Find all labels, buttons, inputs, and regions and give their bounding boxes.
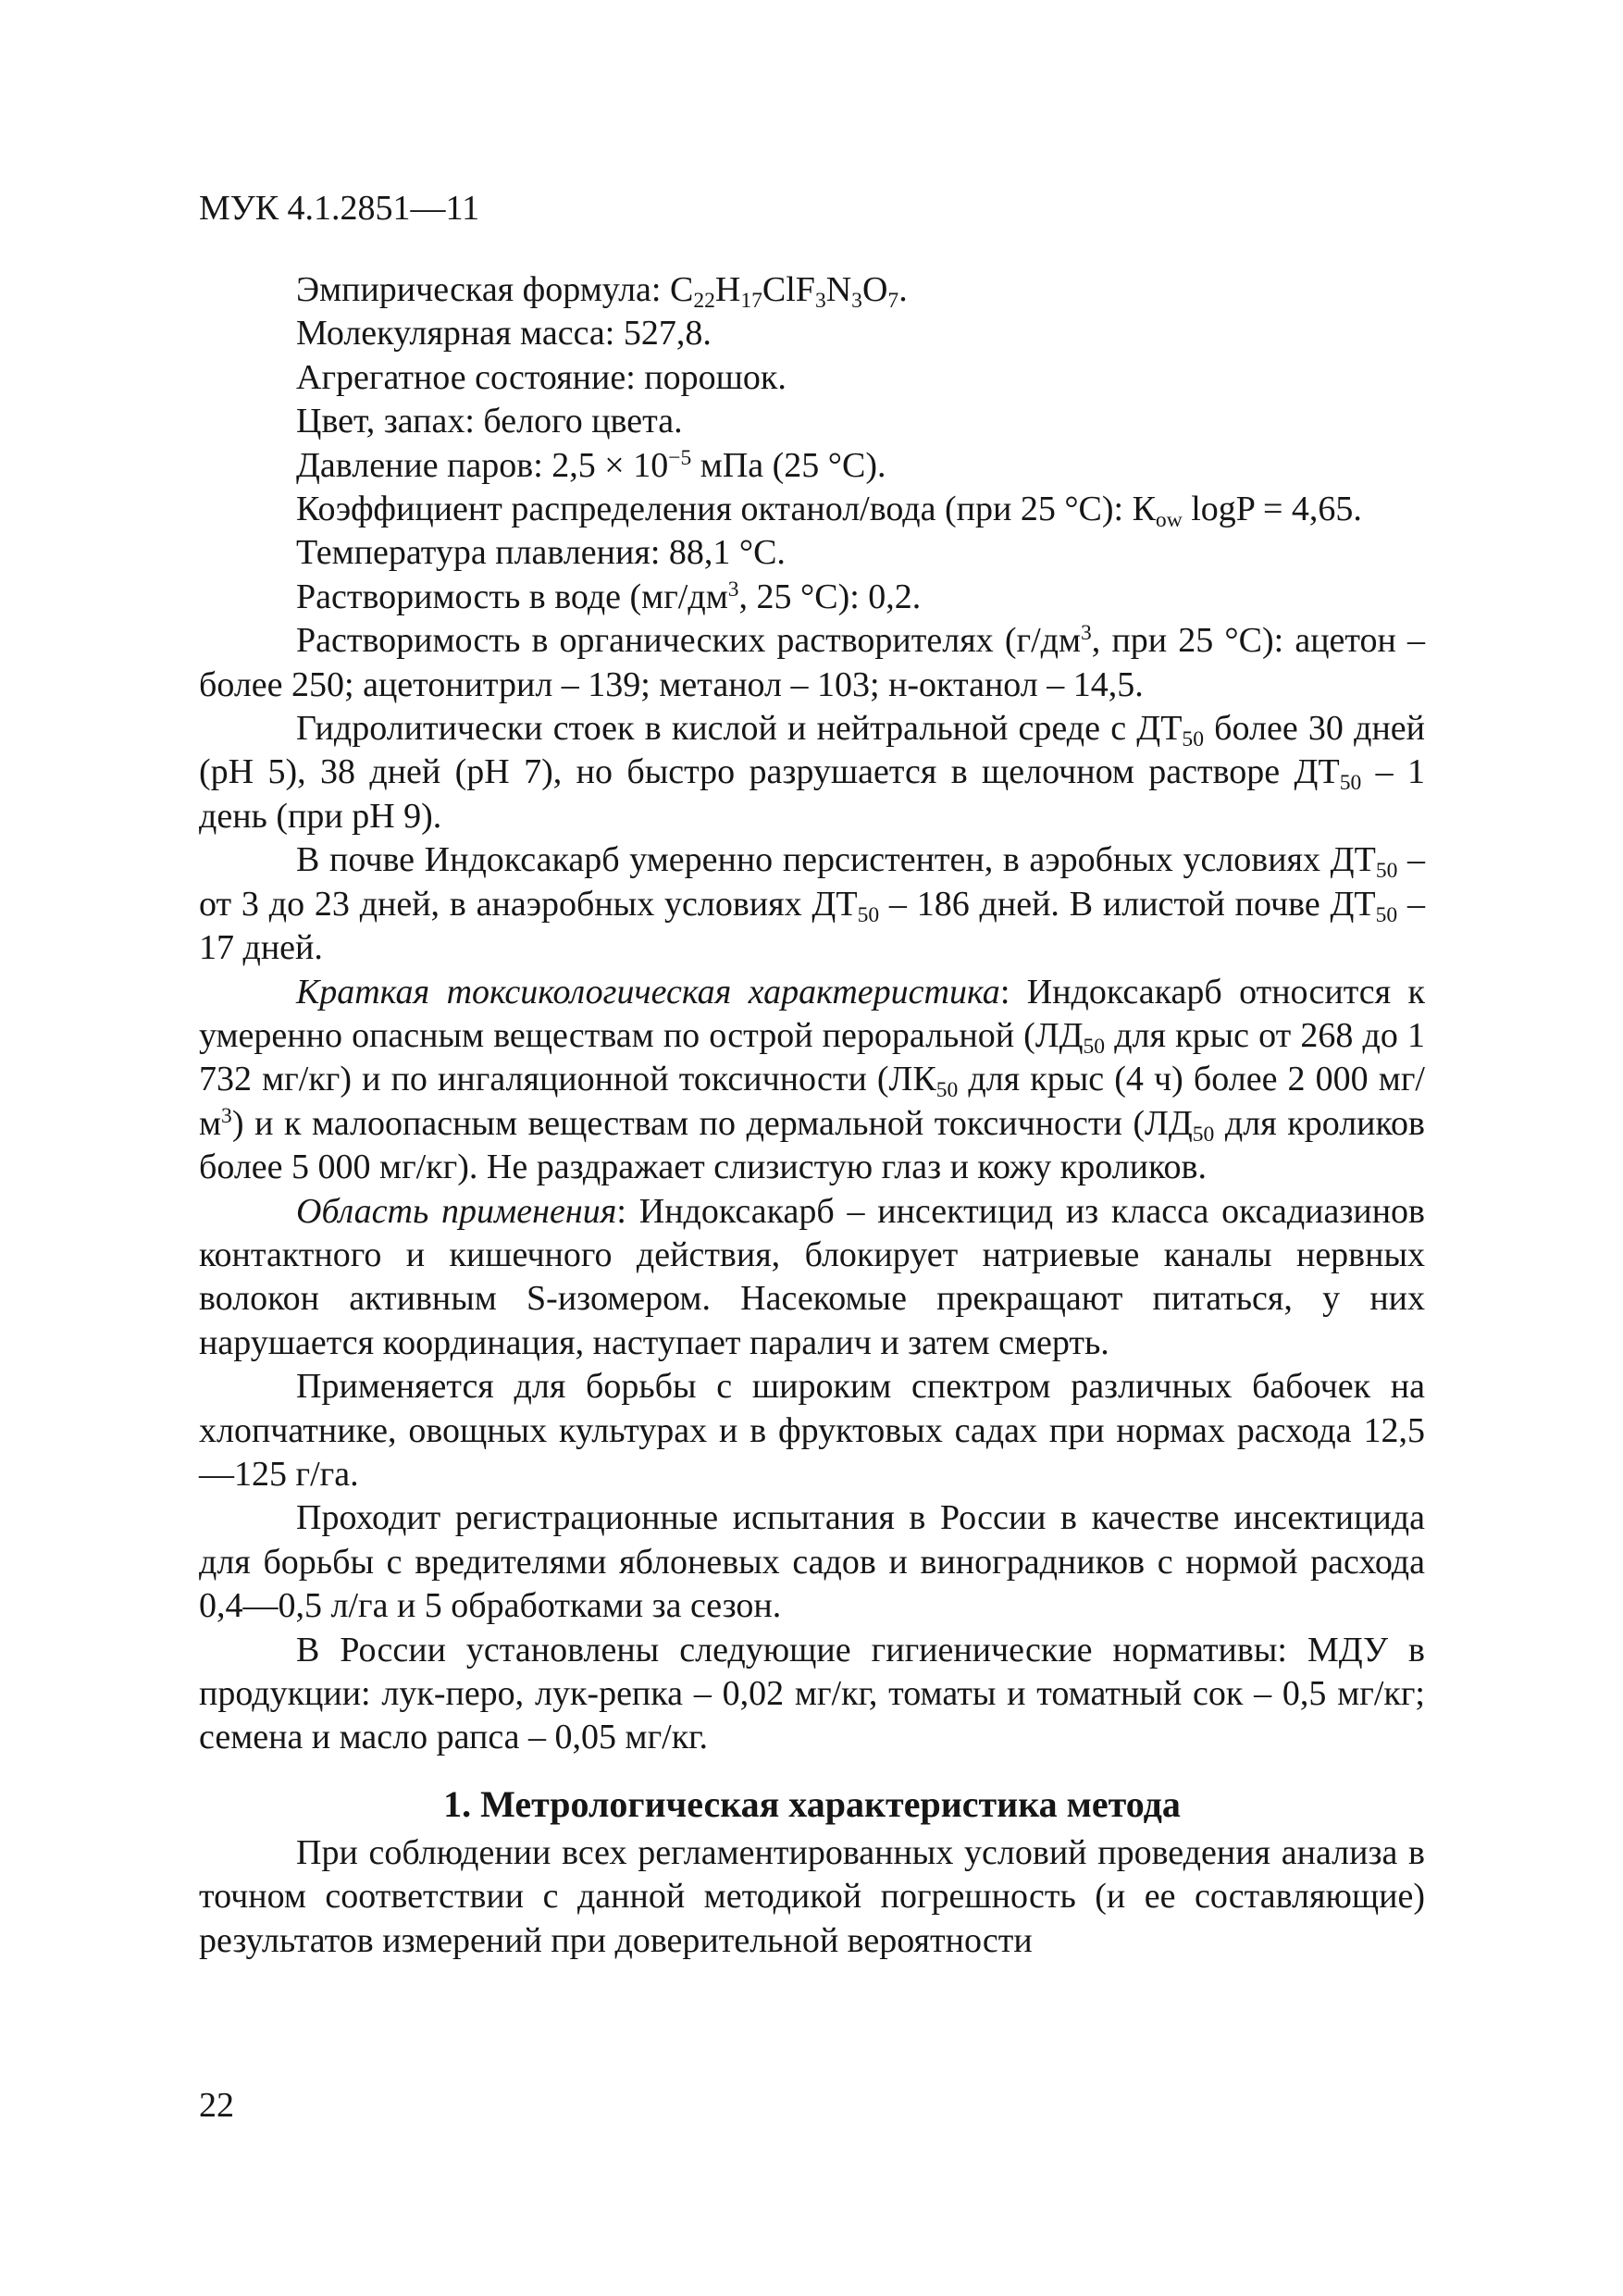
color-odor: Цвет, запах: белого цвета. [296, 402, 683, 441]
hygiene-norms-paragraph: В России установлены следующие гигиенические нормативы: МДУ в продукции: лук-перо, лук-репка – 0,02 мг/кг, томаты и томатный сок – 0,5 мг/кг; семена и масло рапса – 0,05 мг/кг. [199, 1630, 1425, 1757]
document-code-header: МУК 4.1.2851—11 [199, 189, 480, 228]
vapor-pressure: Давление паров: $2,5 \times 10^{-5}$ мПа (25 °С). [296, 445, 886, 485]
molar-mass: Молекулярная масса: 527,8. [296, 314, 712, 354]
usage-paragraph: Применяется для борьбы с широким спектром различных бабочек на хлопчатнике, овощных культурах и в фруктовых садах при нормах расхода 12,5—125 г/га. [199, 1367, 1425, 1494]
hydrolysis-paragraph: Гидролитически стоек в кислой и нейтральной среде с $ДТ_{50}$ более 30 дней (рН 5), 38 дней (рН 7), но быстро разрушается в щелочном растворе $ДТ_{50} - 1$ день (при рН 9). [199, 709, 1426, 836]
soil-paragraph: В почве Индоксакарб умеренно персистентен, в аэробных условиях $ДТ_{50}$ – от 3 до 23 дней, в анаэробных условиях $ДТ_{50} - 186$ дней. В илистой почве $ДТ_{50} - 17$ дней. [199, 840, 1425, 968]
toxicology-paragraph: Краткая токсикологическая характеристика: Индоксакарб относится к умеренно опасным веществам по острой пероральной ($ЛД_{50}$ для крыс от 268 до 1 732 мг/кг) и по ингаляционной токсичности ($ЛК_{50}$ для крыс (4 ч) более 2 000 $мг/м^3$) и к малоопасным веществам по дермальной токсичности ($ЛД_{50}$ для кроликов более 5 000 мг/кг). Не раздражает слизистую глаз и кожу кроликов. [199, 972, 1425, 1187]
page-number: 22 [199, 2086, 234, 2125]
melting-point: Температура плавления: 88,1 °С. [296, 533, 786, 573]
document-body [199, 268, 1425, 1963]
aggregate-state: Агрегатное состояние: порошок. [296, 357, 787, 397]
registration-paragraph: Проходит регистрационные испытания в России в качестве инсектицида для борьбы с вредителями яблоневых садов и виноградников с нормой расхода 0,4—0,5 л/га и 5 обработками за сезон. [199, 1498, 1425, 1626]
partition-coefficient: Коэффициент распределения октанол/вода (при 25 °С): $К_{ow}$ logP = 4,65. [296, 490, 1362, 533]
application-paragraph: Область применения: Индоксакарб – инсектицид из класса оксадиазинов контактного и кишечного действия, блокирует натриевые каналы нервных волокон активным S-изомером. Насекомые прекращают питаться, у них нарушается координация, наступает паралич и затем смерть. [199, 1191, 1425, 1362]
water-solubility: Растворимость в воде ($мг/дм^3$, 25 °С): 0,2. [296, 577, 922, 616]
toxicology-label: Краткая токсикологическая характеристика [296, 972, 1000, 1011]
section-title: 1. Метрологическая характеристика метода [443, 1782, 1181, 1825]
empirical-formula: Эмпирическая формула: $C_{22}H_{17}ClF_3N_3O_7$. [296, 270, 908, 314]
organic-solubility: Растворимость в органических растворителях ($г/дм^3$, при 25 °С): ацетон – более 250; ацетонитрил – 139; метанол – 103; н-октанол – 14,5. [199, 621, 1425, 704]
section-intro-paragraph: При соблюдении всех регламентированных условий проведения анализа в точном соответствии с данной методикой погрешность (и ее составляющие) результатов измерений при доверительной вероятности [199, 1832, 1425, 1960]
application-label: Область применения [296, 1191, 617, 1231]
